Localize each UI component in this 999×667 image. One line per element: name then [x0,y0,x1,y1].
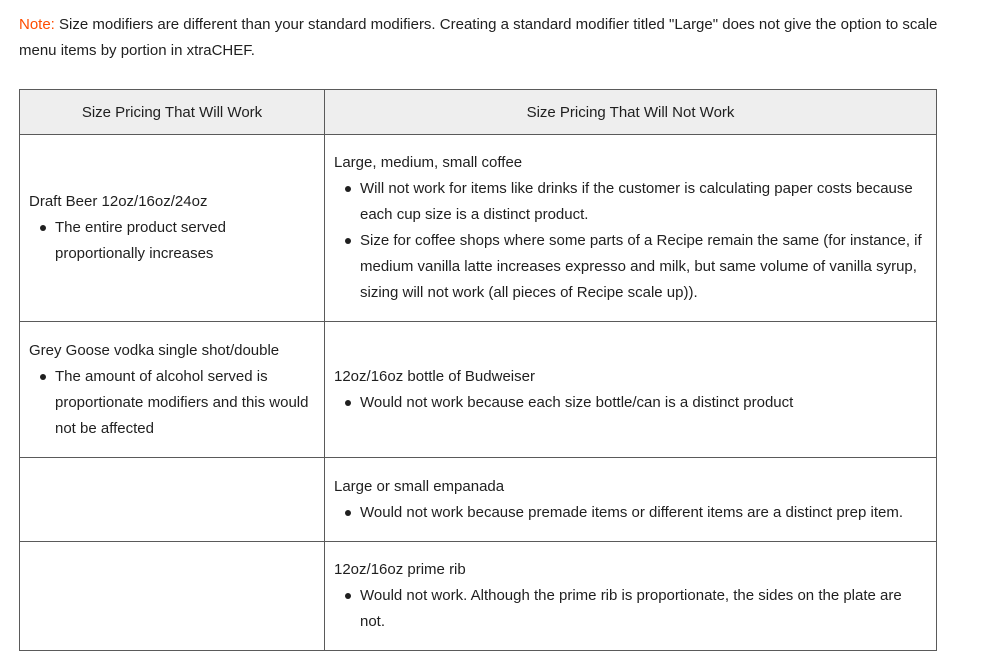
bullet-list [334,583,927,635]
will-work-cell [20,135,325,322]
note-text: Size modifiers are different than your standard modifiers. Creating a standard modifier titled "Large" does not give the option to scale menu items by portion in xtraCHEF. [19,16,938,59]
bullet-list [29,215,315,267]
bullet-item: The amount of alcohol served is proportionate modifiers and this would not be affected [55,364,315,442]
header-will-work: Size Pricing That Will Work [20,90,325,135]
will-not-work-cell [325,322,937,458]
will-work-cell-empty [20,542,325,651]
bullet-list [334,500,927,526]
item-title: Large or small empanada [334,477,505,495]
table-row [20,458,937,542]
bullet-list [334,176,927,306]
bullet-item: Will not work for items like drinks if the customer is calculating paper costs because each cup size is a distinct product. [360,176,927,228]
bullet-item: Would not work. Although the prime rib is proportionate, the sides on the plate are not. [360,583,927,635]
note-paragraph [19,12,949,64]
header-will-not-work: Size Pricing That Will Not Work [325,90,937,135]
will-work-cell-empty [20,458,325,542]
item-title: Draft Beer 12oz/16oz/24oz [29,193,208,210]
will-work-cell [20,322,325,458]
table-row [20,542,937,651]
bullet-item: Would not work because premade items or different items are a distinct prep item. [360,500,927,526]
note-label: Note: [19,16,55,33]
bullet-item: Would not work because each size bottle/can is a distinct product [360,390,927,416]
table-row [20,135,937,322]
item-title: 12oz/16oz bottle of Budweiser [334,367,535,385]
item-title: Large, medium, small coffee [334,154,523,171]
bullet-item: Size for coffee shops where some parts of a Recipe remain the same (for instance, if medium vanilla latte increases expresso and milk, but same volume of vanilla syrup, sizing will not work (all pieces of Recipe scale up)). [360,228,927,306]
table-header-row [20,90,937,135]
size-pricing-table [19,89,937,651]
bullet-list [334,390,927,416]
bullet-item: The entire product served proportionally increases [55,215,315,267]
table-row [20,322,937,458]
will-not-work-cell [325,135,937,322]
will-not-work-cell [325,458,937,542]
item-title: 12oz/16oz prime rib [334,561,466,578]
item-title: Grey Goose vodka single shot/double [29,341,280,359]
bullet-list [29,364,315,442]
will-not-work-cell [325,542,937,651]
